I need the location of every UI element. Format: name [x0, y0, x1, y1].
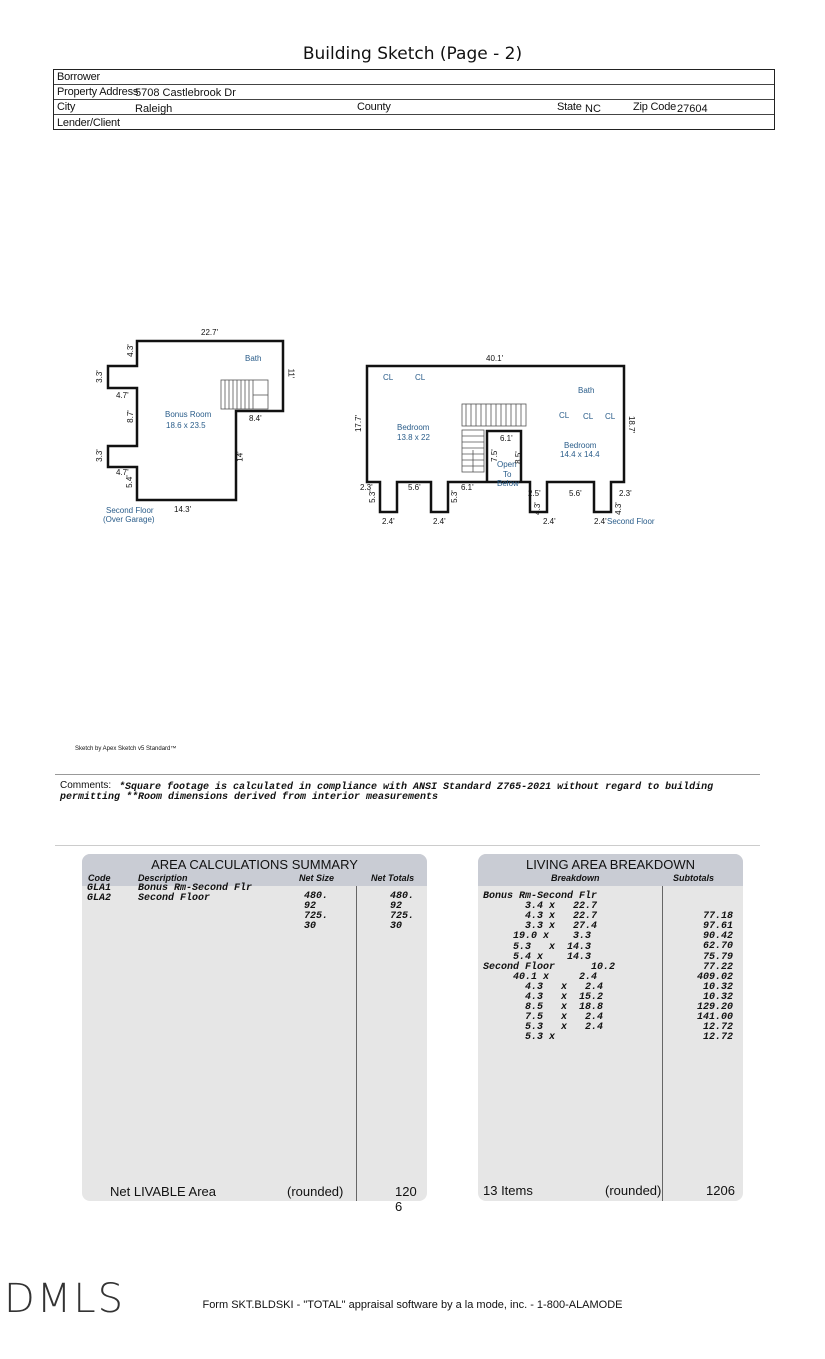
right-dim-2: 18.7' [627, 415, 637, 434]
right-dim-17: 2.4' [433, 517, 446, 526]
item-count: 13 Items [483, 1183, 533, 1198]
closet-label-2: CL [415, 373, 426, 382]
left-dim-2: 3.3' [94, 370, 104, 383]
living-area-panel [478, 854, 743, 1201]
area-calculations-panel [82, 854, 427, 1214]
right-dim-14: 4.3' [532, 502, 542, 515]
breakdown-subtotal: 409.02 [696, 971, 733, 983]
bedroom-1-size: 13.8 x 22 [397, 433, 430, 442]
breakdown-line: 5.3 x 14.3 [483, 941, 592, 953]
closet-label-5: CL [605, 412, 616, 421]
left-floor-label: Second Floor [106, 506, 154, 515]
borrower-label: Borrower [57, 71, 101, 83]
property-address-value: 5708 Castlebrook Dr [135, 87, 236, 99]
right-dim-16: 2.4' [382, 517, 395, 526]
net-livable-value: 120 6 [395, 1184, 417, 1214]
right-dim-7: 2.3' [360, 483, 373, 492]
right-dim-13: 2.3' [619, 489, 632, 498]
breakdown-line: 4.3 x 2.4 [483, 981, 604, 993]
form-footer: Form SKT.BLDSKI - "TOTAL" appraisal software by a la mode, inc. - 1-800-ALAMODE [202, 1299, 623, 1311]
comments-line-1: *Square footage is calculated in compliance with ANSI Standard Z765-2021 without regard to building [119, 782, 714, 793]
right-dim-6: 6.1' [461, 483, 474, 492]
row-total-1: 480. [390, 891, 415, 902]
breakdown-line: 5.3 x 2.4 [483, 1022, 604, 1034]
right-floor-label: Second Floor [607, 517, 655, 526]
right-dim-1: 17.7' [354, 414, 364, 433]
breakdown-line: Second Floor 10.2 [483, 961, 616, 973]
bonus-room-name: Bonus Room [165, 410, 212, 419]
open-label-2: To [503, 470, 512, 479]
right-dim-19: 2.4' [594, 517, 607, 526]
closet-label-4: CL [583, 412, 594, 421]
row-size-1: 480. [304, 891, 329, 902]
col-net-totals: Net Totals [371, 873, 415, 883]
comments-line-2: permitting **Room dimensions derived from interior measurements [60, 792, 439, 803]
page-title: Building Sketch (Page - 2) [302, 44, 523, 64]
col-breakdown: Breakdown [551, 873, 600, 883]
left-bath-label: Bath [245, 354, 262, 363]
sketch-credit: Sketch by Apex Sketch v5 Standard™ [75, 746, 177, 752]
row-gla1-desc: Bonus Rm-Second Flr [138, 883, 253, 894]
area-calculations-title: AREA CALCULATIONS SUMMARY [151, 857, 358, 872]
breakdown-total: 1206 [706, 1183, 735, 1198]
bonus-room-size: 18.6 x 23.5 [166, 421, 206, 430]
row-total-3: 725. [390, 911, 415, 922]
row-total-2: 92 [390, 901, 403, 912]
left-dim-11: 11' [286, 368, 296, 379]
net-livable-rounded: (rounded) [287, 1184, 344, 1199]
state-value: NC [585, 103, 601, 115]
col-description: Description [138, 873, 188, 883]
left-dim-3: 4.7' [116, 391, 129, 400]
comments-label: Comments: [60, 780, 112, 791]
row-gla2-desc: Second Floor [138, 893, 211, 904]
breakdown-line: 8.5 x 18.8 [483, 1002, 604, 1014]
closet-label-3: CL [559, 411, 570, 420]
stairs-left [221, 380, 268, 409]
left-dim-9: 14' [235, 451, 245, 462]
col-subtotals: Subtotals [673, 873, 715, 883]
col-code: Code [88, 873, 111, 883]
zip-value: 27604 [677, 103, 708, 115]
breakdown-subtotal: 12.72 [702, 1032, 733, 1044]
state-label: State [557, 101, 582, 113]
right-dim-8: 5.3' [367, 490, 377, 503]
breakdown-line: 19.0 x 3.3 [483, 931, 592, 943]
breakdown-subtotal: 62.70 [702, 941, 733, 953]
breakdown-line: Bonus Rm-Second Flr [483, 891, 598, 902]
right-dim-18: 2.4' [543, 517, 556, 526]
right-dim-3: 6.1' [500, 434, 513, 443]
breakdown-subtotal: 77.22 [702, 961, 733, 973]
row-total-4: 30 [390, 921, 403, 932]
row-gla2-code: GLA2 [87, 893, 112, 904]
row-size-3: 725. [304, 911, 329, 922]
left-dim-1: 4.3' [125, 344, 135, 357]
right-bath-label: Bath [578, 386, 595, 395]
breakdown-subtotal: 77.18 [702, 911, 733, 923]
breakdown-subtotal: 10.32 [702, 991, 733, 1003]
right-dim-12: 5.6' [569, 489, 582, 498]
net-livable-label: Net LIVABLE Area [110, 1184, 216, 1199]
left-top-dim: 22.7' [201, 328, 219, 337]
left-dim-5: 3.3' [94, 449, 104, 462]
breakdown-subtotal: 90.42 [702, 931, 733, 943]
bedroom-2-name: Bedroom [564, 441, 597, 450]
row-gla1-code: GLA1 [87, 883, 112, 894]
breakdown-line: 4.3 x 22.7 [483, 911, 598, 923]
breakdown-subtotal: 141.00 [696, 1012, 733, 1024]
property-address-label: Property Address [57, 86, 139, 98]
breakdown-line: 5.3 x [483, 1032, 556, 1044]
closet-label-1: CL [383, 373, 394, 382]
dmls-logo: DMLS [4, 1276, 125, 1322]
breakdown-subtotal: 129.20 [696, 1002, 733, 1013]
lender-label: Lender/Client [57, 117, 120, 129]
breakdown-subtotal: 10.32 [702, 981, 733, 993]
breakdown-line: 5.4 x 14.3 [483, 951, 592, 963]
open-label-1: Open [497, 460, 517, 469]
bedroom-1-name: Bedroom [397, 423, 430, 432]
breakdown-subtotal: 12.72 [702, 1022, 733, 1034]
left-floor-sublabel: (Over Garage) [103, 515, 155, 524]
breakdown-line: 7.5 x 2.4 [483, 1012, 604, 1024]
col-net-size: Net Size [299, 873, 335, 883]
breakdown-line: 40.1 x 2.4 [483, 971, 598, 983]
row-size-2: 92 [304, 901, 317, 912]
city-value: Raleigh [135, 103, 173, 115]
right-dim-15: 4.3' [613, 502, 623, 515]
breakdown-subtotal: 97.61 [702, 921, 733, 933]
right-dim-10: 5.3' [449, 490, 459, 503]
breakdown-subtotal: 75.79 [702, 951, 733, 963]
panel-divider [356, 886, 357, 1201]
row-size-4: 30 [304, 921, 317, 932]
breakdown-line: 3.4 x 22.7 [483, 901, 598, 913]
right-top-dim: 40.1' [486, 354, 504, 363]
right-dim-9: 5.6' [408, 483, 421, 492]
open-label-3: Below [497, 479, 519, 488]
breakdown-rounded: (rounded) [605, 1183, 662, 1198]
living-area-title: LIVING AREA BREAKDOWN [525, 857, 696, 872]
zip-label: Zip Code [633, 101, 677, 113]
right-dim-4: 7.5' [489, 449, 499, 462]
left-dim-10: 8.4' [249, 414, 262, 423]
bedroom-2-size: 14.4 x 14.4 [560, 450, 600, 459]
county-label: County [357, 101, 391, 113]
right-dim-5: 8.5' [513, 451, 523, 464]
breakdown-line: 4.3 x 15.2 [483, 992, 604, 1003]
left-dim-6: 4.7' [116, 468, 129, 477]
breakdown-divider [662, 886, 663, 1201]
comments-section [55, 774, 760, 846]
left-dim-8: 14.3' [174, 505, 192, 514]
right-dim-11: 2.5' [528, 489, 541, 498]
breakdown-line: 3.3 x 27.4 [483, 921, 598, 933]
left-dim-4: 8.7' [125, 410, 135, 423]
city-label: City [57, 101, 76, 113]
left-dim-7: 5.4' [124, 475, 134, 488]
